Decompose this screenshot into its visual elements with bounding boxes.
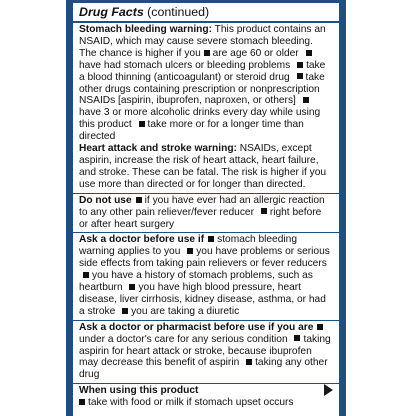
stomach-heading: Stomach bleeding warning: [79,24,213,35]
title-bold: Drug Facts [79,5,144,19]
do-not-use-item: right before or after heart surgery [79,206,322,230]
square-bullet-icon [83,272,89,278]
square-bullet-icon [303,97,309,103]
when-using-section [73,384,339,411]
ask-pharmacist-heading: Ask a doctor or pharmacist before use if you are [79,321,314,333]
ask-doctor-item: stomach bleeding warning applies to you [79,234,297,258]
do-not-use-text [79,195,333,231]
drug-facts-panel [73,3,339,416]
do-not-use-heading: Do not use [79,194,132,206]
heart-heading: Heart attack and stroke warning: [79,143,237,155]
square-bullet-icon [204,50,210,56]
do-not-use-section [73,194,339,234]
ask-doctor-item: you have problems or serious side effects from taking pain relievers or fever reducers [79,246,330,270]
do-not-use-item: if you have ever had an allergic reaction to any other pain reliever/fever reducer [79,194,325,218]
ask-doctor-text [79,234,333,317]
square-bullet-icon [136,197,142,203]
ask-doctor-item: you have a history of stomach problems, such as heartburn [79,270,313,294]
stomach-item: have 3 or more alcoholic drinks every day while using this product [79,107,321,131]
ask-pharmacist-item: taking any other drug [79,357,328,381]
square-bullet-icon [261,208,267,214]
ask-pharmacist-text [79,322,333,382]
arrow-right-icon [324,384,333,396]
ask-doctor-item: you are taking a diuretic [131,305,240,317]
square-bullet-icon [297,73,303,79]
ask-pharmacist-item: under a doctor's care for any serious condition [79,333,291,345]
square-bullet-icon [208,236,214,242]
square-bullet-icon [306,50,312,56]
stomach-intro: This product contains an NSAID, which may cause severe stomach bleeding. The chance is higher if you [79,24,326,59]
warnings-section [73,23,339,194]
heart-text: NSAIDs, except aspirin, increase the risk of heart attack, heart failure, and stroke. These can be fatal. The risk is higher if you use more than directed or for longer than directed. [79,143,327,190]
stomach-item: have had stomach ulcers or bleeding problems [79,59,294,71]
when-using-heading: When using this product [79,385,199,397]
ask-pharmacist-section [73,321,339,385]
when-using-text [79,397,317,409]
square-bullet-icon [129,284,135,290]
stomach-item: are age 60 or older [212,47,302,59]
stomach-bleeding-warning [79,24,333,143]
square-bullet-icon [187,248,193,254]
stomach-item: take more or for a longer time than directed [79,119,304,143]
title-suffix: (continued) [143,5,210,19]
stomach-item: take a blood thinning (anticoagulant) or steroid drug [79,59,326,83]
square-bullet-icon [297,62,303,68]
drug-facts-title [73,3,339,23]
when-using-item: take with food or milk if stomach upset occurs [88,397,294,409]
ask-pharmacist-item: taking aspirin for heart attack or stroke, because ibuprofen may decrease this benefit of aspirin [79,333,331,369]
heart-attack-stroke-warning [79,143,333,191]
ask-doctor-item: you have high blood pressure, heart disease, liver cirrhosis, kidney disease, asthma, or had a stroke [79,282,326,317]
square-bullet-icon [122,308,128,314]
ask-doctor-heading: Ask a doctor before use if [79,234,205,246]
square-bullet-icon [294,335,300,341]
square-bullet-icon [317,324,323,330]
square-bullet-icon [139,121,145,127]
square-bullet-icon [79,399,85,405]
square-bullet-icon [246,359,252,365]
stomach-item: take other drugs containing prescription or nonprescription NSAIDs [aspirin, ibuprofen, naproxen, or others] [79,71,325,107]
ask-doctor-section [73,233,339,320]
